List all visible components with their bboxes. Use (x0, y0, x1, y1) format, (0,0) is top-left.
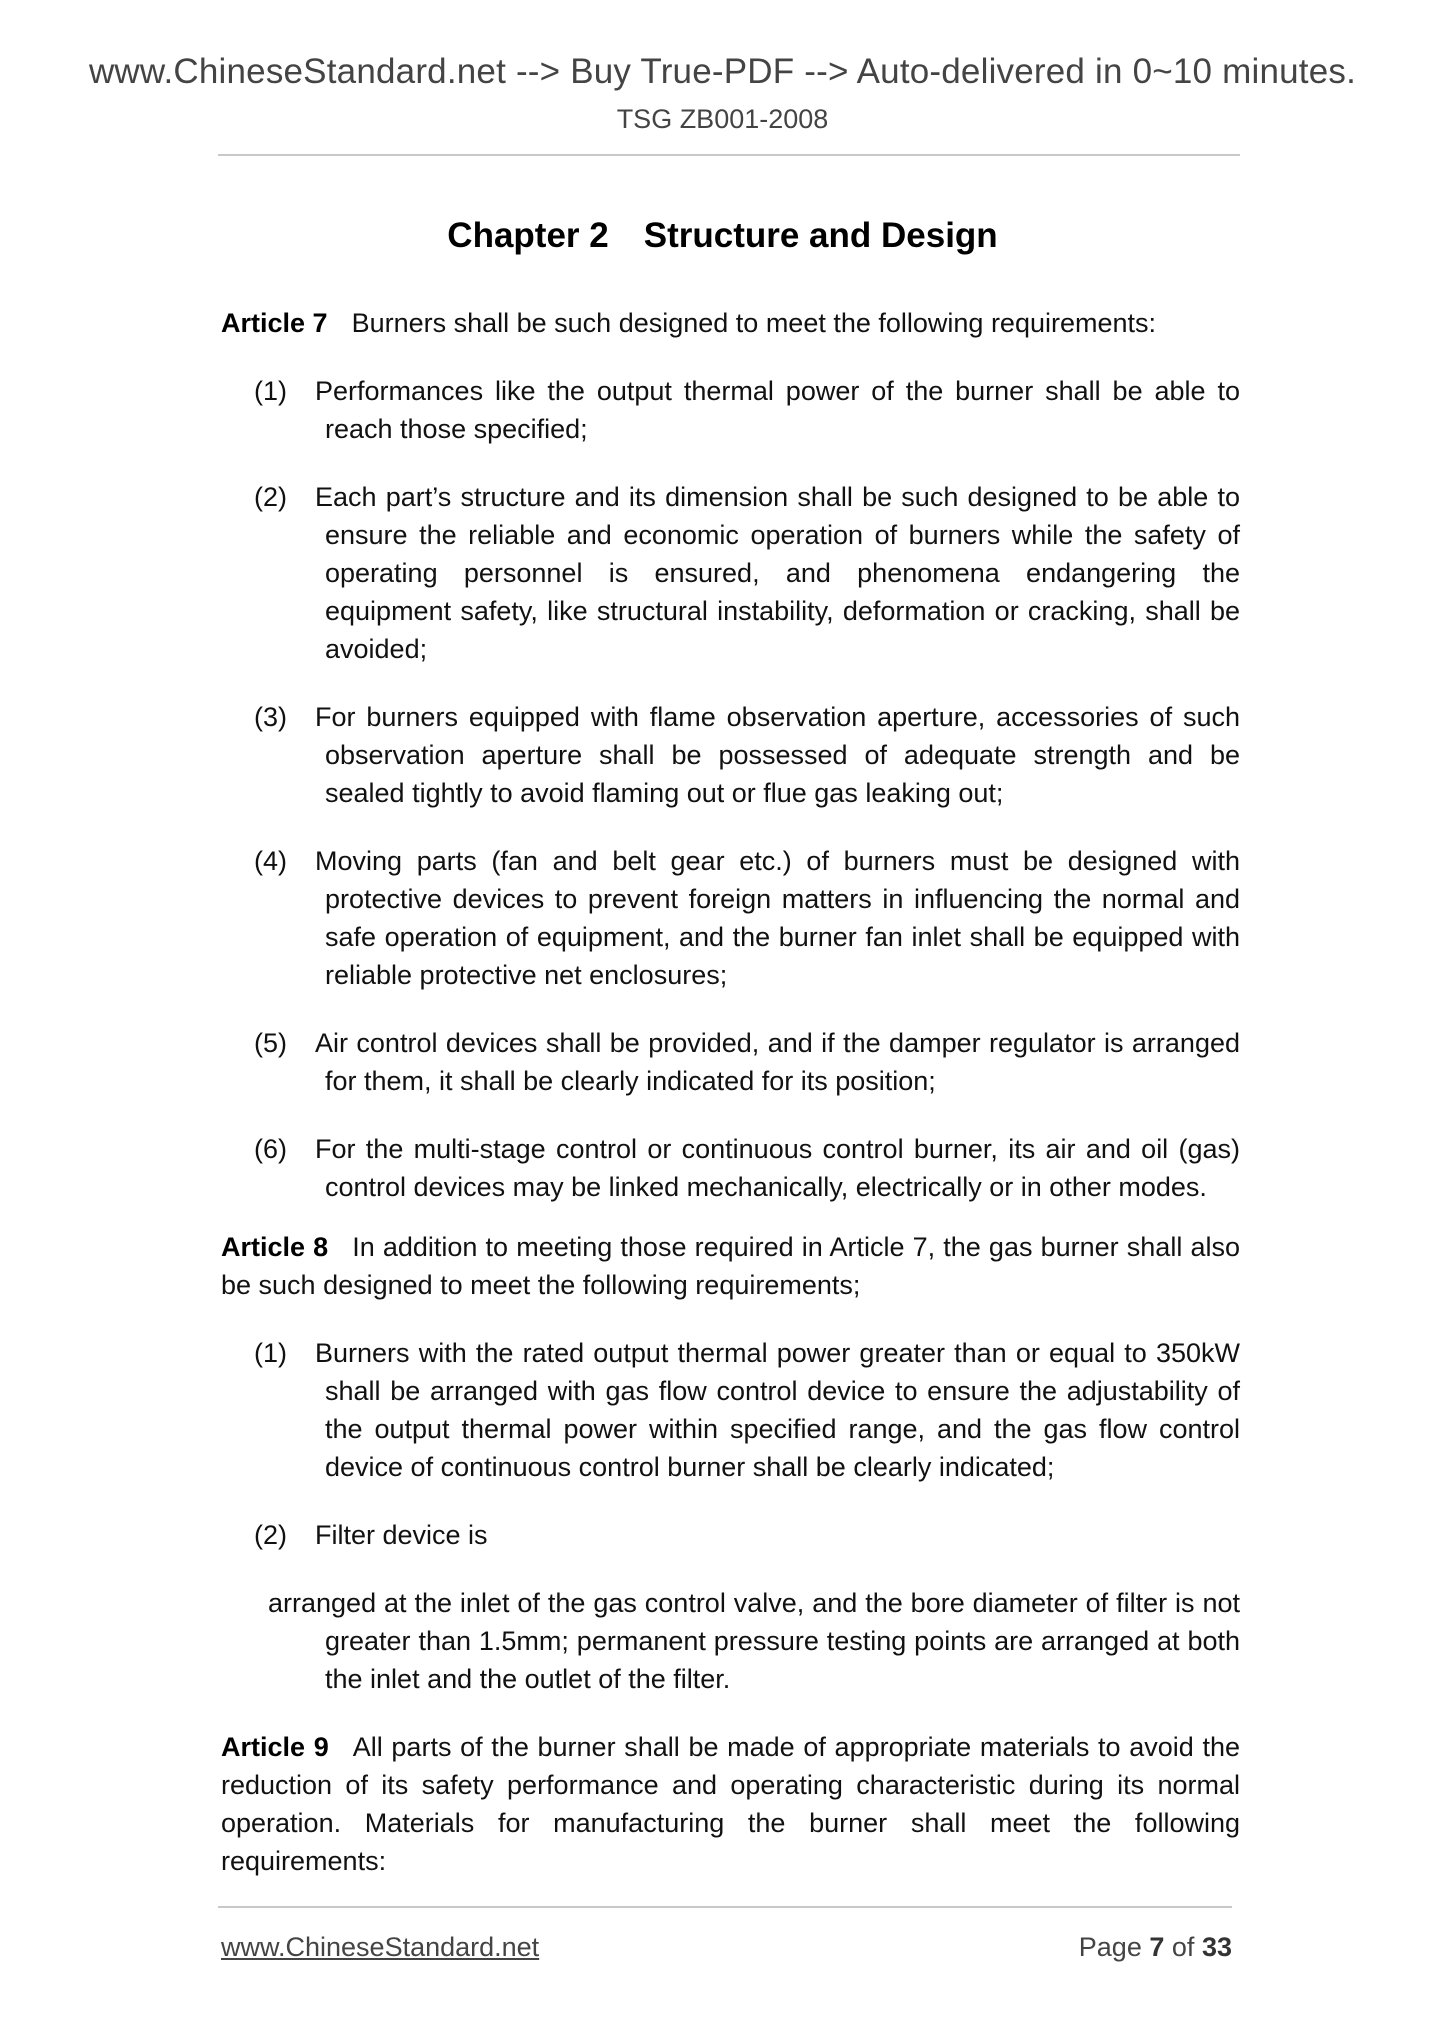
item-number: (2) (254, 482, 287, 512)
article-text: Burners shall be such designed to meet the following requirements: (351, 308, 1157, 338)
list-item (221, 698, 1240, 812)
item-number: (1) (254, 1338, 287, 1368)
item-number: (1) (254, 376, 287, 406)
item-text: For burners equipped with flame observation aperture, accessories of such observation aperture shall be possessed of adequate strength and be sealed tightly to avoid flaming out or flue gas leaking out; (315, 702, 1240, 808)
article-label: Article 9 (221, 1732, 329, 1762)
item-number: (2) (254, 1520, 287, 1550)
item-number: (4) (254, 846, 287, 876)
item-text: For the multi-stage control or continuous control burner, its air and oil (gas) control devices may be linked mechanically, electrically or in other modes. (315, 1134, 1240, 1202)
page-indicator (1079, 1932, 1232, 1963)
item-text: Filter device is (315, 1520, 488, 1550)
item-text: Moving parts (fan and belt gear etc.) of burners must be designed with protective devices to prevent foreign matters in influencing the normal and safe operation of equipment, and the burner fan inlet shall be equipped with reliable protective net enclosures; (315, 846, 1240, 990)
article-text: All parts of the burner shall be made of appropriate materials to avoid the reduction of its safety performance and operating characteristic during its normal operation. Materials for manufacturing the burner shall meet the following requirements: (221, 1732, 1240, 1876)
item-number: (5) (254, 1028, 287, 1058)
document-code: TSG ZB001-2008 (616, 104, 829, 134)
footer-divider (218, 1906, 1232, 1908)
header-divider (218, 154, 1240, 156)
page-total: 33 (1201, 1932, 1232, 1962)
list-item (221, 1130, 1240, 1206)
list-item-continuation: arranged at the inlet of the gas control valve, and the bore diameter of filter is not greater than 1.5mm; permanent pressure testing points are arranged at both the inlet and the outlet of the filter. (268, 1588, 1240, 1694)
document-body (221, 304, 1240, 1910)
list-item (221, 842, 1240, 994)
article-label: Article 8 (221, 1232, 329, 1262)
article-text: In addition to meeting those required in Article 7, the gas burner shall also be such designed to meet the following requirements; (221, 1232, 1240, 1300)
page-of: of (1171, 1932, 1195, 1962)
item-text: Performances like the output thermal power of the burner shall be able to reach those specified; (315, 376, 1240, 444)
article-9 (221, 1728, 1240, 1880)
footer-site-link[interactable]: www.ChineseStandard.net (221, 1932, 540, 1962)
chapter-title: Chapter 2 Structure and Design (447, 216, 998, 255)
item-text: Each part’s structure and its dimension shall be such designed to be able to ensure the reliable and economic operation of burners while the safety of operating personnel is ensured, and phenomena endangering the equipment safety, like structural instability, deformation or cracking, shall be avoided; (315, 482, 1240, 664)
item-text: Air control devices shall be provided, and if the damper regulator is arranged for them, it shall be clearly indicated for its position; (315, 1028, 1240, 1096)
list-item (221, 1334, 1240, 1486)
article-7 (221, 304, 1240, 342)
page-prefix: Page (1078, 1932, 1142, 1962)
list-item (221, 1024, 1240, 1100)
page-number: 7 (1149, 1932, 1165, 1962)
header-banner: www.ChineseStandard.net --> Buy True-PDF --> Auto-delivered in 0~10 minutes. (88, 52, 1357, 91)
list-item (221, 372, 1240, 448)
item-text: Burners with the rated output thermal power greater than or equal to 350kW shall be arranged with gas flow control device to ensure the adjustability of the output thermal power within specified range, and the gas flow control device of continuous control burner shall be clearly indicated; (315, 1338, 1240, 1482)
item-number: (6) (254, 1134, 287, 1164)
item-number: (3) (254, 702, 287, 732)
list-item (221, 1516, 1240, 1554)
list-item (221, 478, 1240, 668)
article-8 (221, 1228, 1240, 1304)
article-label: Article 7 (221, 308, 328, 338)
